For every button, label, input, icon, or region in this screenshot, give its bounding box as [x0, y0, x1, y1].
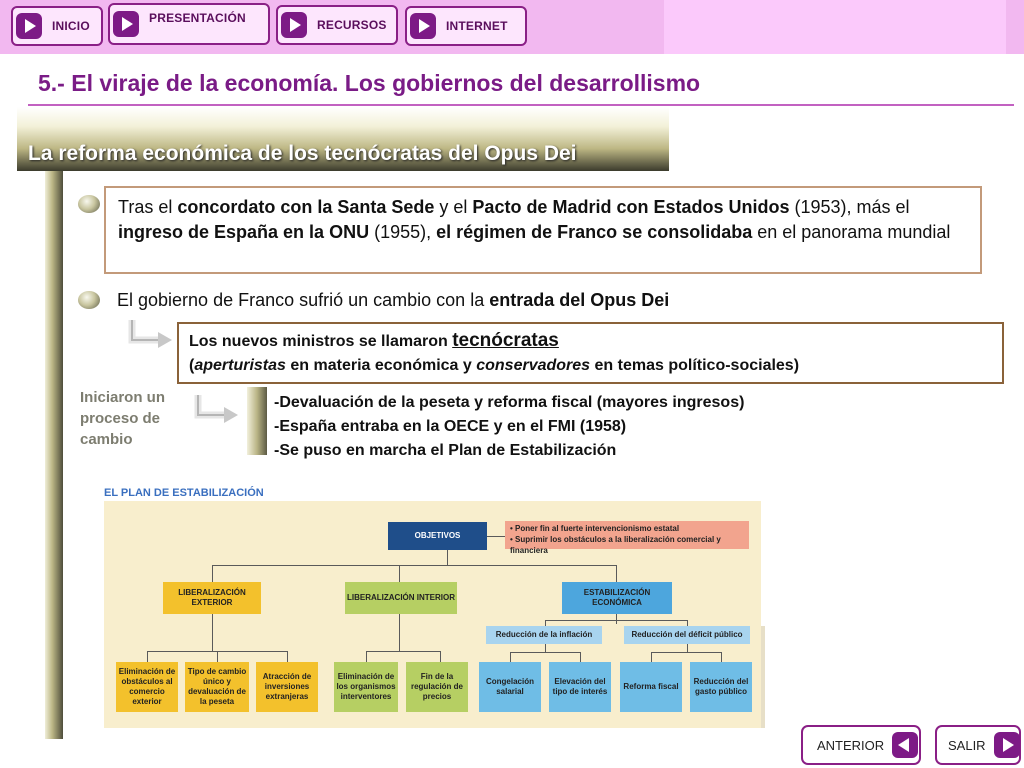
page-title: 5.- El viraje de la economía. Los gobiernos del desarrollismo [38, 70, 701, 96]
text-box-consolidacion [104, 186, 982, 274]
diagram-node-estabilizacion: ESTABILIZACIÓN ECONÓMICA [562, 582, 672, 614]
connector-line [287, 651, 288, 662]
paragraph1-text: en el panorama mundial [752, 222, 951, 242]
connector-line [651, 652, 721, 653]
paragraph1-text: Tras el [118, 197, 178, 217]
cambio-item: -Devaluación de la peseta y reforma fiscal (mayores ingresos) [274, 394, 745, 411]
bullet-ball-icon [78, 291, 100, 309]
salir-button-label: SALIR [948, 737, 986, 753]
diagram-leaf: Reducción del gasto público [690, 662, 752, 712]
left-decorative-bar [45, 171, 63, 739]
cambios-side-bar [247, 387, 267, 455]
nav-button-presentacion-label: PRESENTACIÓN [149, 11, 246, 25]
connector-line [651, 652, 652, 662]
play-arrow-icon [113, 11, 139, 37]
paragraph1-bold: ingreso de España en la ONU [118, 222, 370, 242]
conservadores-term: conservadores [476, 357, 591, 374]
play-arrow-icon [16, 13, 42, 39]
nav-button-internet-label: INTERNET [446, 19, 508, 33]
diagram-leaf: Congelación salarial [479, 662, 541, 712]
title-underline [28, 104, 1014, 106]
tecnocratas-prefix: Los nuevos ministros se llamaron [189, 333, 453, 350]
connector-line [447, 550, 448, 565]
section-banner-title: La reforma económica de los tecnócratas del Opus Dei [28, 142, 577, 165]
tecnocratas-paren: ( [189, 357, 195, 374]
connector-line [487, 536, 505, 537]
cambio-item: -España entraba en la OECE y en el FMI (1958) [274, 418, 627, 435]
diagram-node-reduccion-inflacion: Reducción de la inflación [486, 626, 602, 644]
connector-line [399, 614, 400, 651]
diagram-leaf: Eliminación de obstáculos al comercio exterior [116, 662, 178, 712]
tecnocratas-end: en temas político-sociales) [590, 357, 800, 374]
top-nav-bar-right-panel [664, 0, 1006, 54]
connector-line [687, 644, 688, 652]
right-angle-arrow-icon [192, 393, 242, 423]
bullet-ball-icon [78, 195, 100, 213]
connector-line [212, 565, 616, 566]
iniciaron-label: Iniciaron un proceso de cambio [80, 389, 166, 448]
nav-button-inicio[interactable] [11, 6, 103, 46]
connector-line [616, 614, 617, 624]
exit-arrow-icon [994, 732, 1020, 758]
aperturistas-term: aperturistas [194, 357, 286, 374]
paragraph1-bold: el régimen de Franco se consolidaba [436, 222, 753, 242]
nav-button-internet[interactable] [405, 6, 527, 46]
tecnocratas-mid: en materia económica y [285, 357, 477, 374]
tecnocratas-term: tecnócratas [452, 330, 559, 351]
play-arrow-icon [281, 12, 307, 38]
diagram-leaf: Tipo de cambio único y devaluación de la peseta [185, 662, 249, 712]
tecnocratas-line1 [189, 329, 992, 354]
diagram-leaf: Eliminación de los organismos interventores [334, 662, 398, 712]
objetivo-note: • Poner fin al fuerte intervencionismo estatal [510, 524, 680, 533]
connector-line [147, 651, 148, 662]
nav-button-recursos-label: RECURSOS [317, 18, 387, 32]
diagram-node-lib-exterior: LIBERALIZACIÓN EXTERIOR [163, 582, 261, 614]
paragraph1-text: (1953), más el [789, 197, 910, 217]
nav-button-presentacion[interactable] [108, 3, 270, 45]
paragraph1-text: y el [434, 197, 473, 217]
connector-line [217, 651, 218, 662]
connector-line [510, 652, 580, 653]
connector-line [366, 651, 367, 662]
diagram-leaf: Reforma fiscal [620, 662, 682, 712]
connector-line [366, 651, 440, 652]
play-arrow-icon [410, 13, 436, 39]
cambios-list [274, 391, 744, 463]
diagram-node-objetivos: OBJETIVOS [388, 522, 487, 550]
tecnocratas-box [177, 322, 1004, 384]
paragraph1-bold: Pacto de Madrid con Estados Unidos [472, 197, 790, 217]
connector-line [510, 652, 511, 662]
connector-line [616, 565, 617, 582]
objetivo-note: • Suprimir los obstáculos a la liberalización comercial y financiera [510, 535, 721, 555]
paragraph1-text: (1955), [369, 222, 437, 242]
connector-line [721, 652, 722, 662]
connector-line [399, 565, 400, 582]
diagram-edge [761, 626, 765, 728]
paragraph2-bold: entrada del Opus Dei [489, 290, 670, 310]
diagram-leaf: Atracción de inversiones extranjeras [256, 662, 318, 712]
anterior-button-label: ANTERIOR [817, 737, 885, 753]
nav-button-recursos[interactable] [276, 5, 398, 45]
paragraph1-bold: concordato con la Santa Sede [177, 197, 435, 217]
paragraph2-text: El gobierno de Franco sufrió un cambio con la [117, 290, 490, 310]
nav-button-inicio-label: INICIO [52, 19, 90, 33]
cambio-item: -Se puso en marcha el Plan de Estabilización [274, 442, 617, 459]
diagram-objetivos-notes [505, 521, 749, 555]
diagram-title: EL PLAN DE ESTABILIZACIÓN [104, 487, 264, 499]
connector-line [212, 565, 213, 582]
diagram-node-lib-interior: LIBERALIZACIÓN INTERIOR [345, 582, 457, 614]
connector-line [545, 644, 546, 652]
connector-line [212, 614, 213, 651]
anterior-button[interactable] [801, 725, 921, 765]
salir-button[interactable] [935, 725, 1021, 765]
connector-line [440, 651, 441, 662]
back-arrow-icon [892, 732, 918, 758]
diagram-leaf: Fin de la regulación de precios [406, 662, 468, 712]
opus-dei-statement [117, 290, 669, 311]
connector-line [580, 652, 581, 662]
diagram-node-reduccion-deficit: Reducción del déficit público [624, 626, 750, 644]
connector-line [545, 620, 687, 621]
diagram-leaf: Elevación del tipo de interés [549, 662, 611, 712]
right-angle-arrow-icon [126, 318, 176, 348]
tecnocratas-line2 [189, 354, 992, 378]
